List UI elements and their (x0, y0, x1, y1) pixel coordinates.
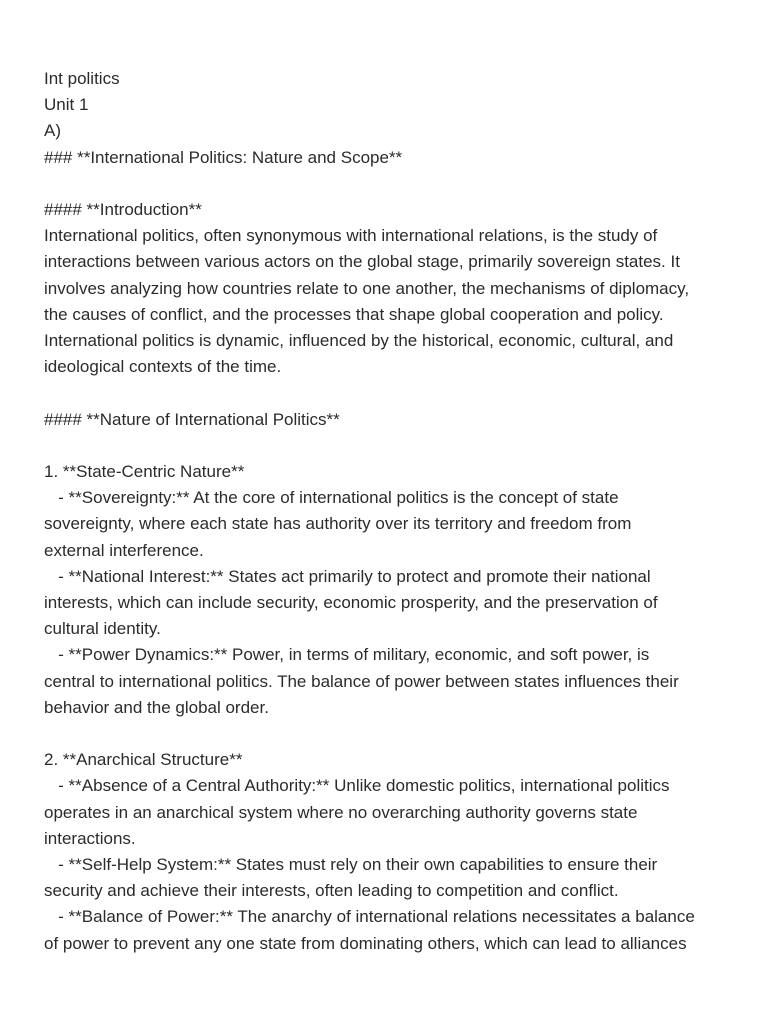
section-marker-line: A) (44, 121, 61, 141)
heading-line: ### **International Politics: Nature and Scope** (44, 147, 403, 167)
list-item-line: operates in an anarchical system where no overarching authority governs state (44, 802, 638, 822)
list-heading-anarchical: 2. **Anarchical Structure** (44, 750, 243, 770)
list-item-line: external interference. (44, 540, 204, 560)
paragraph-line: International politics, often synonymous with international relations, is the study of (44, 226, 658, 246)
list-item-line: - **Power Dynamics:** Power, in terms of military, economic, and soft power, is (44, 645, 650, 665)
blank-line (44, 721, 744, 747)
blank-line (44, 380, 744, 406)
paragraph-line: International politics is dynamic, influenced by the historical, economic, cultural, and (44, 331, 674, 351)
list-heading-state-centric: 1. **State-Centric Nature** (44, 462, 245, 481)
paragraph-line: involves analyzing how countries relate to one another, the mechanisms of diplomacy, (44, 278, 690, 298)
list-item-line: interactions. (44, 828, 136, 848)
paragraph-line: interactions between various actors on the global stage, primarily sovereign states. It (44, 252, 680, 272)
note-body[interactable] (44, 66, 744, 957)
subheading-introduction: #### **Introduction** (44, 200, 202, 219)
list-item-line: of power to prevent any one state from dominating others, which can lead to alliances (44, 933, 687, 953)
list-item-line: - **Balance of Power:** The anarchy of international relations necessitates a balance (44, 907, 695, 927)
paragraph-line: ideological contexts of the time. (44, 357, 282, 377)
blank-line (44, 171, 744, 197)
blank-line (44, 433, 744, 459)
list-item-line: cultural identity. (44, 619, 161, 639)
list-item-line: - **National Interest:** States act primarily to protect and promote their national (44, 566, 651, 586)
note-title-line: Int politics (44, 69, 120, 88)
unit-line: Unit 1 (44, 95, 89, 115)
list-item-line: behavior and the global order. (44, 697, 269, 717)
list-item-line: - **Self-Help System:** States must rely on their own capabilities to ensure their (44, 855, 658, 875)
list-item-line: - **Absence of a Central Authority:** Unlike domestic politics, international politics (44, 776, 670, 796)
list-item-line: interests, which can include security, economic prosperity, and the preservation of (44, 593, 658, 613)
subheading-nature: #### **Nature of International Politics** (44, 409, 340, 429)
list-item-line: sovereignty, where each state has authority over its territory and freedom from (44, 514, 632, 534)
list-item-line: central to international politics. The balance of power between states influences their (44, 671, 679, 691)
list-item-line: - **Sovereignty:** At the core of international politics is the concept of state (44, 488, 619, 508)
paragraph-line: the causes of conflict, and the processes that shape global cooperation and policy. (44, 304, 664, 324)
list-item-line: security and achieve their interests, often leading to competition and conflict. (44, 881, 619, 901)
